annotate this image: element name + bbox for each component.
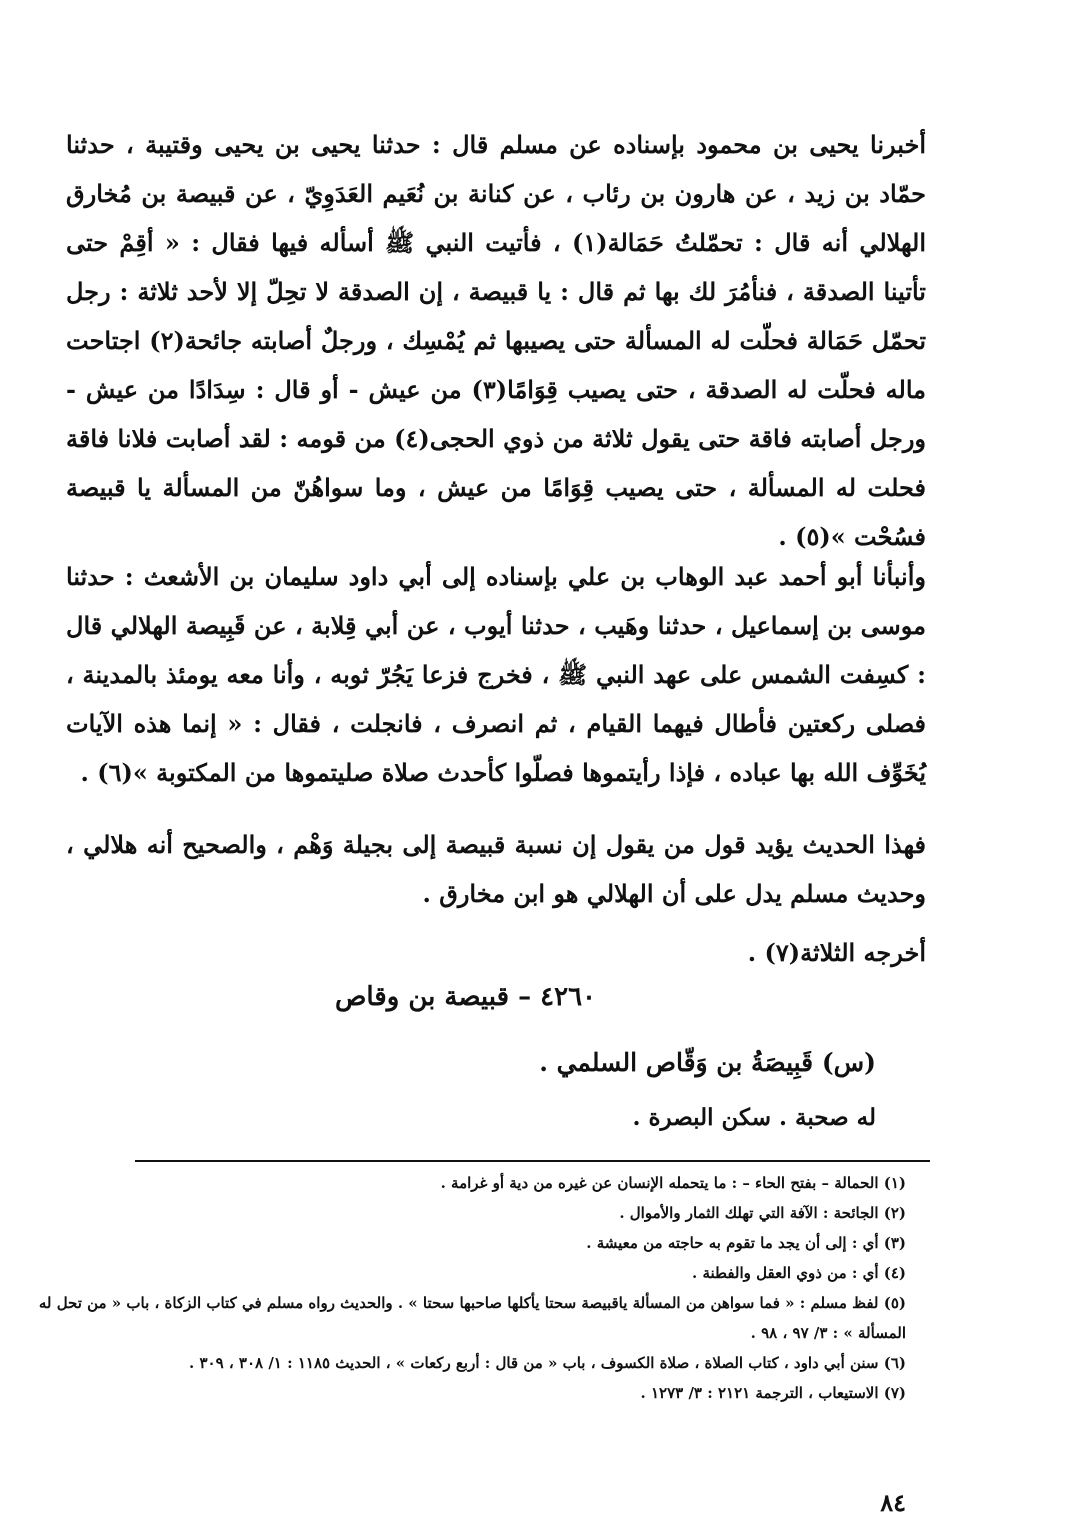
- footnote-2: (٢) الجائحة : الآفة التي تهلك الثمار والأموال .: [619, 1204, 906, 1222]
- body-paragraph-3: [66, 820, 926, 918]
- paragraph-text: فهذا الحديث يؤيد قول من يقول إن نسبة قبيصة إلى بجيلة وَهْم ، والصحيح أنه هلالي ، وحديث مسلم يدل على أن الهلالي هو ابن مخارق .: [66, 830, 926, 908]
- entry-heading: ٤٢٦٠ – قبيصة بن وقاص: [334, 982, 596, 1012]
- footnote-6: (٦) سنن أبي داود ، كتاب الصلاة ، صلاة الكسوف ، باب « من قال : أربع ركعات » ، الحديث ١١٨٥ : ١/ ٣٠٨ ، ٣٠٩ .: [189, 1354, 906, 1372]
- paragraph-text: أخرجه الثلاثة(٧) .: [747, 938, 926, 967]
- footnotes: [6, 1168, 906, 1408]
- entry-description: له صحبة . سكن البصرة .: [632, 1104, 876, 1131]
- footnote-5: (٥) لفظ مسلم : « فما سواهن من المسألة ياقبيصة سحتا يأكلها صاحبها سحتا » . والحديث رواه مسلم في كتاب الزكاة ، باب « من تحل له المسألة » : ٣/ ٩٧ ، ٩٨ .: [38, 1294, 906, 1342]
- footnote-3: (٣) أي : إلى أن يجد ما تقوم به حاجته من معيشة .: [586, 1234, 906, 1252]
- footnote-1: (١) الحمالة – بفتح الحاء – : ما يتحمله الإنسان عن غيره من دية أو غرامة .: [440, 1174, 906, 1192]
- footnote-7: (٧) الاستيعاب ، الترجمة ٢١٢١ : ٣/ ١٢٧٣ .: [640, 1384, 906, 1402]
- body-paragraph-2: [66, 552, 926, 797]
- page-number: ٨٤: [880, 1488, 906, 1517]
- paragraph-text: وأنبأنا أبو أحمد عبد الوهاب بن علي بإسناده إلى أبي داود سليمان بن الأشعث : حدثنا موسى بن إسماعيل ، حدثنا وهَيب ، حدثنا أيوب ، عن أبي قِلابة ، عن قَبِيصة الهلالي قال : كسِفت الشمس على عهد النبي ﷺ ، فخرج فزعا يَجُرّ ثوبه ، وأنا معه يومئذ بالمدينة ، فصلى ركعتين فأطال فيهما القيام ، ثم انصرف ، فانجلت ، فقال : « إنما هذه الآيات يُخَوِّف الله بها عباده ، فإذا رأيتموها فصلّوا كأحدث صلاة صليتموها من المكتوبة »(٦) .: [66, 562, 927, 787]
- body-paragraph-1: [66, 120, 926, 561]
- body-paragraph-4: [66, 928, 926, 977]
- entry-name-line: (س) قَبِيصَةُ بن وَقّاص السلمي .: [539, 1048, 876, 1077]
- footnote-divider: [135, 1160, 930, 1162]
- footnote-4: (٤) أي : من ذوي العقل والفطنة .: [692, 1264, 906, 1282]
- paragraph-text: أخبرنا يحيى بن محمود بإسناده عن مسلم قال : حدثنا يحيى بن يحيى وقتيبة ، حدثنا حمّاد بن زيد ، عن هارون بن رئاب ، عن كنانة بن نُعَيم العَدَوِيّ ، عن قبيصة بن مُخارق الهلالي أنه قال : تحمّلتُ حَمَالة(١) ، فأتيت النبي ﷺ أسأله فيها فقال : « أقِمْ حتى تأتينا الصدقة ، فنأمُرَ لك بها ثم قال : يا قبيصة ، إن الصدقة لا تحِلّ إلا لأحد ثلاثة : رجل تحمّل حَمَالة فحلّت له المسألة حتى يصيبها ثم يُمْسِك ، ورجلٌ أصابته جائحة(٢) اجتاحت ماله فحلّت له الصدقة ، حتى يصيب قِوَامًا(٣) من عيش - أو قال : سِدَادًا من عيش - ورجل أصابته فاقة حتى يقول ثلاثة من ذوي الحجى(٤) من قومه : لقد أصابت فلانا فاقة فحلت له المسألة ، حتى يصيب قِوَامًا من عيش ، وما سواهُنّ من المسألة يا قبيصة فسُحْت »(٥) .: [66, 130, 927, 551]
